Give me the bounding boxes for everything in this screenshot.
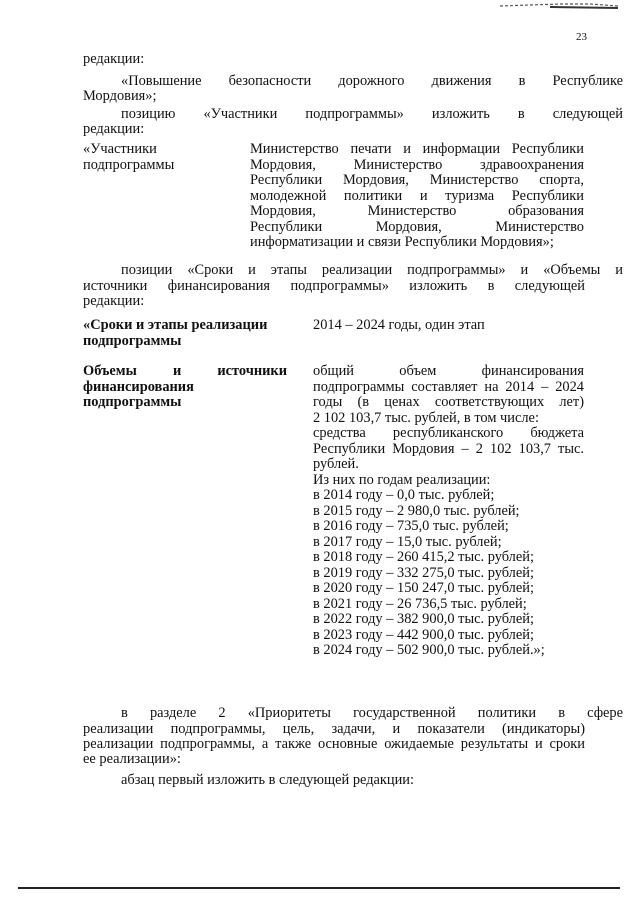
year-line: в 2016 году – 735,0 тыс. рублей; [313, 518, 509, 534]
positions-instruction: редакции: [83, 293, 145, 309]
year-line: в 2017 году – 15,0 тыс. рублей; [313, 533, 502, 550]
subprogram-title-line: Мордовия»; [83, 88, 157, 104]
year-line: в 2014 году – 0,0 тыс. рублей; [313, 487, 495, 503]
section2-paragraph: в разделе 2 «Приоритеты государственной политики в сфере [121, 705, 623, 721]
section2-paragraph: реализации подпрограммы, цель, задачи, и показатели (индикаторы) [83, 721, 585, 737]
position-instruction: позицию «Участники подпрограммы» изложить в следующей [121, 106, 623, 122]
year-line: в 2024 году – 502 900,0 тыс. рублей.»; [313, 642, 545, 658]
year-line: в 2018 году – 260 415,2 тыс. рублей; [313, 549, 534, 565]
page-bottom-border [18, 887, 620, 889]
position-instruction: редакции: [83, 121, 145, 137]
year-line: в 2015 году – 2 980,0 тыс. рублей; [313, 502, 520, 519]
scan-artifact [490, 0, 620, 10]
intro-line: редакции: [83, 51, 145, 67]
positions-instruction: позиции «Сроки и этапы реализации подпрограммы» и «Объемы и [121, 262, 623, 278]
years-header: Из них по годам реализации: [313, 471, 491, 488]
first-paragraph-instruction: абзац первый изложить в следующей редакции: [121, 772, 415, 788]
year-line: в 2019 году – 332 275,0 тыс. рублей; [313, 564, 534, 581]
section2-paragraph: ее реализации»: [83, 751, 181, 767]
year-line: в 2021 году – 26 736,5 тыс. рублей; [313, 595, 527, 612]
subprogram-title-line: «Повышение безопасности дорожного движения в Республике [121, 73, 623, 89]
year-line: в 2020 году – 150 247,0 тыс. рублей; [313, 580, 534, 596]
section2-paragraph: реализации подпрограммы, а также основные ожидаемые результаты и сроки [83, 736, 585, 752]
funding-label: Объемы и источники финансирования подпрограммы [83, 363, 287, 410]
participants-value: Министерство печати и информации Республики Мордовия, Министерство здравоохранения Республики Мордовия, Министерство спорта, молодежной политики и туризма Республики Мордовия, Министерство образования Республики Мордовия, Министерство информатизации и связи Республики Мордовия»; [250, 141, 584, 250]
year-line: в 2022 году – 382 900,0 тыс. рублей; [313, 611, 534, 627]
funding-value: общий объем финансирования подпрограммы составляет на 2014 – 2024 годы (в ценах соответствующих лет) 2 102 103,7 тыс. рублей, в том числе: средства республиканского бюджета Республики Мордовия – 2 102 103,7 тыс. рублей. Из них по годам реализации: в 2014 году – 0,0 тыс. рублей; в 2015 году – 2 980,0 тыс. рублей; в 2016 году – 735,0 тыс. рублей; в 2017 году – 15,0 тыс. рублей; в 2018 году – 260 415,2 тыс. рублей; в 2019 году – 332 275,0 тыс. рублей; в 2020 году – 150 247,0 тыс. рублей; в 2021 году – 26 736,5 тыс. рублей; в 2022 году – 382 900,0 тыс. рублей; в 2023 году – 442 900,0 тыс. рублей; в 2024 году – 502 900,0 тыс. рублей.»; [313, 363, 584, 658]
terms-value: 2014 – 2024 годы, один этап [313, 317, 485, 333]
terms-label: «Сроки и этапы реализации подпрограммы [83, 317, 268, 349]
positions-instruction: источники финансирования подпрограммы» изложить в следующей [83, 278, 585, 294]
participants-label: «Участники подпрограммы [83, 141, 175, 173]
year-line: в 2023 году – 442 900,0 тыс. рублей; [313, 626, 534, 643]
page-number: 23 [576, 31, 587, 43]
